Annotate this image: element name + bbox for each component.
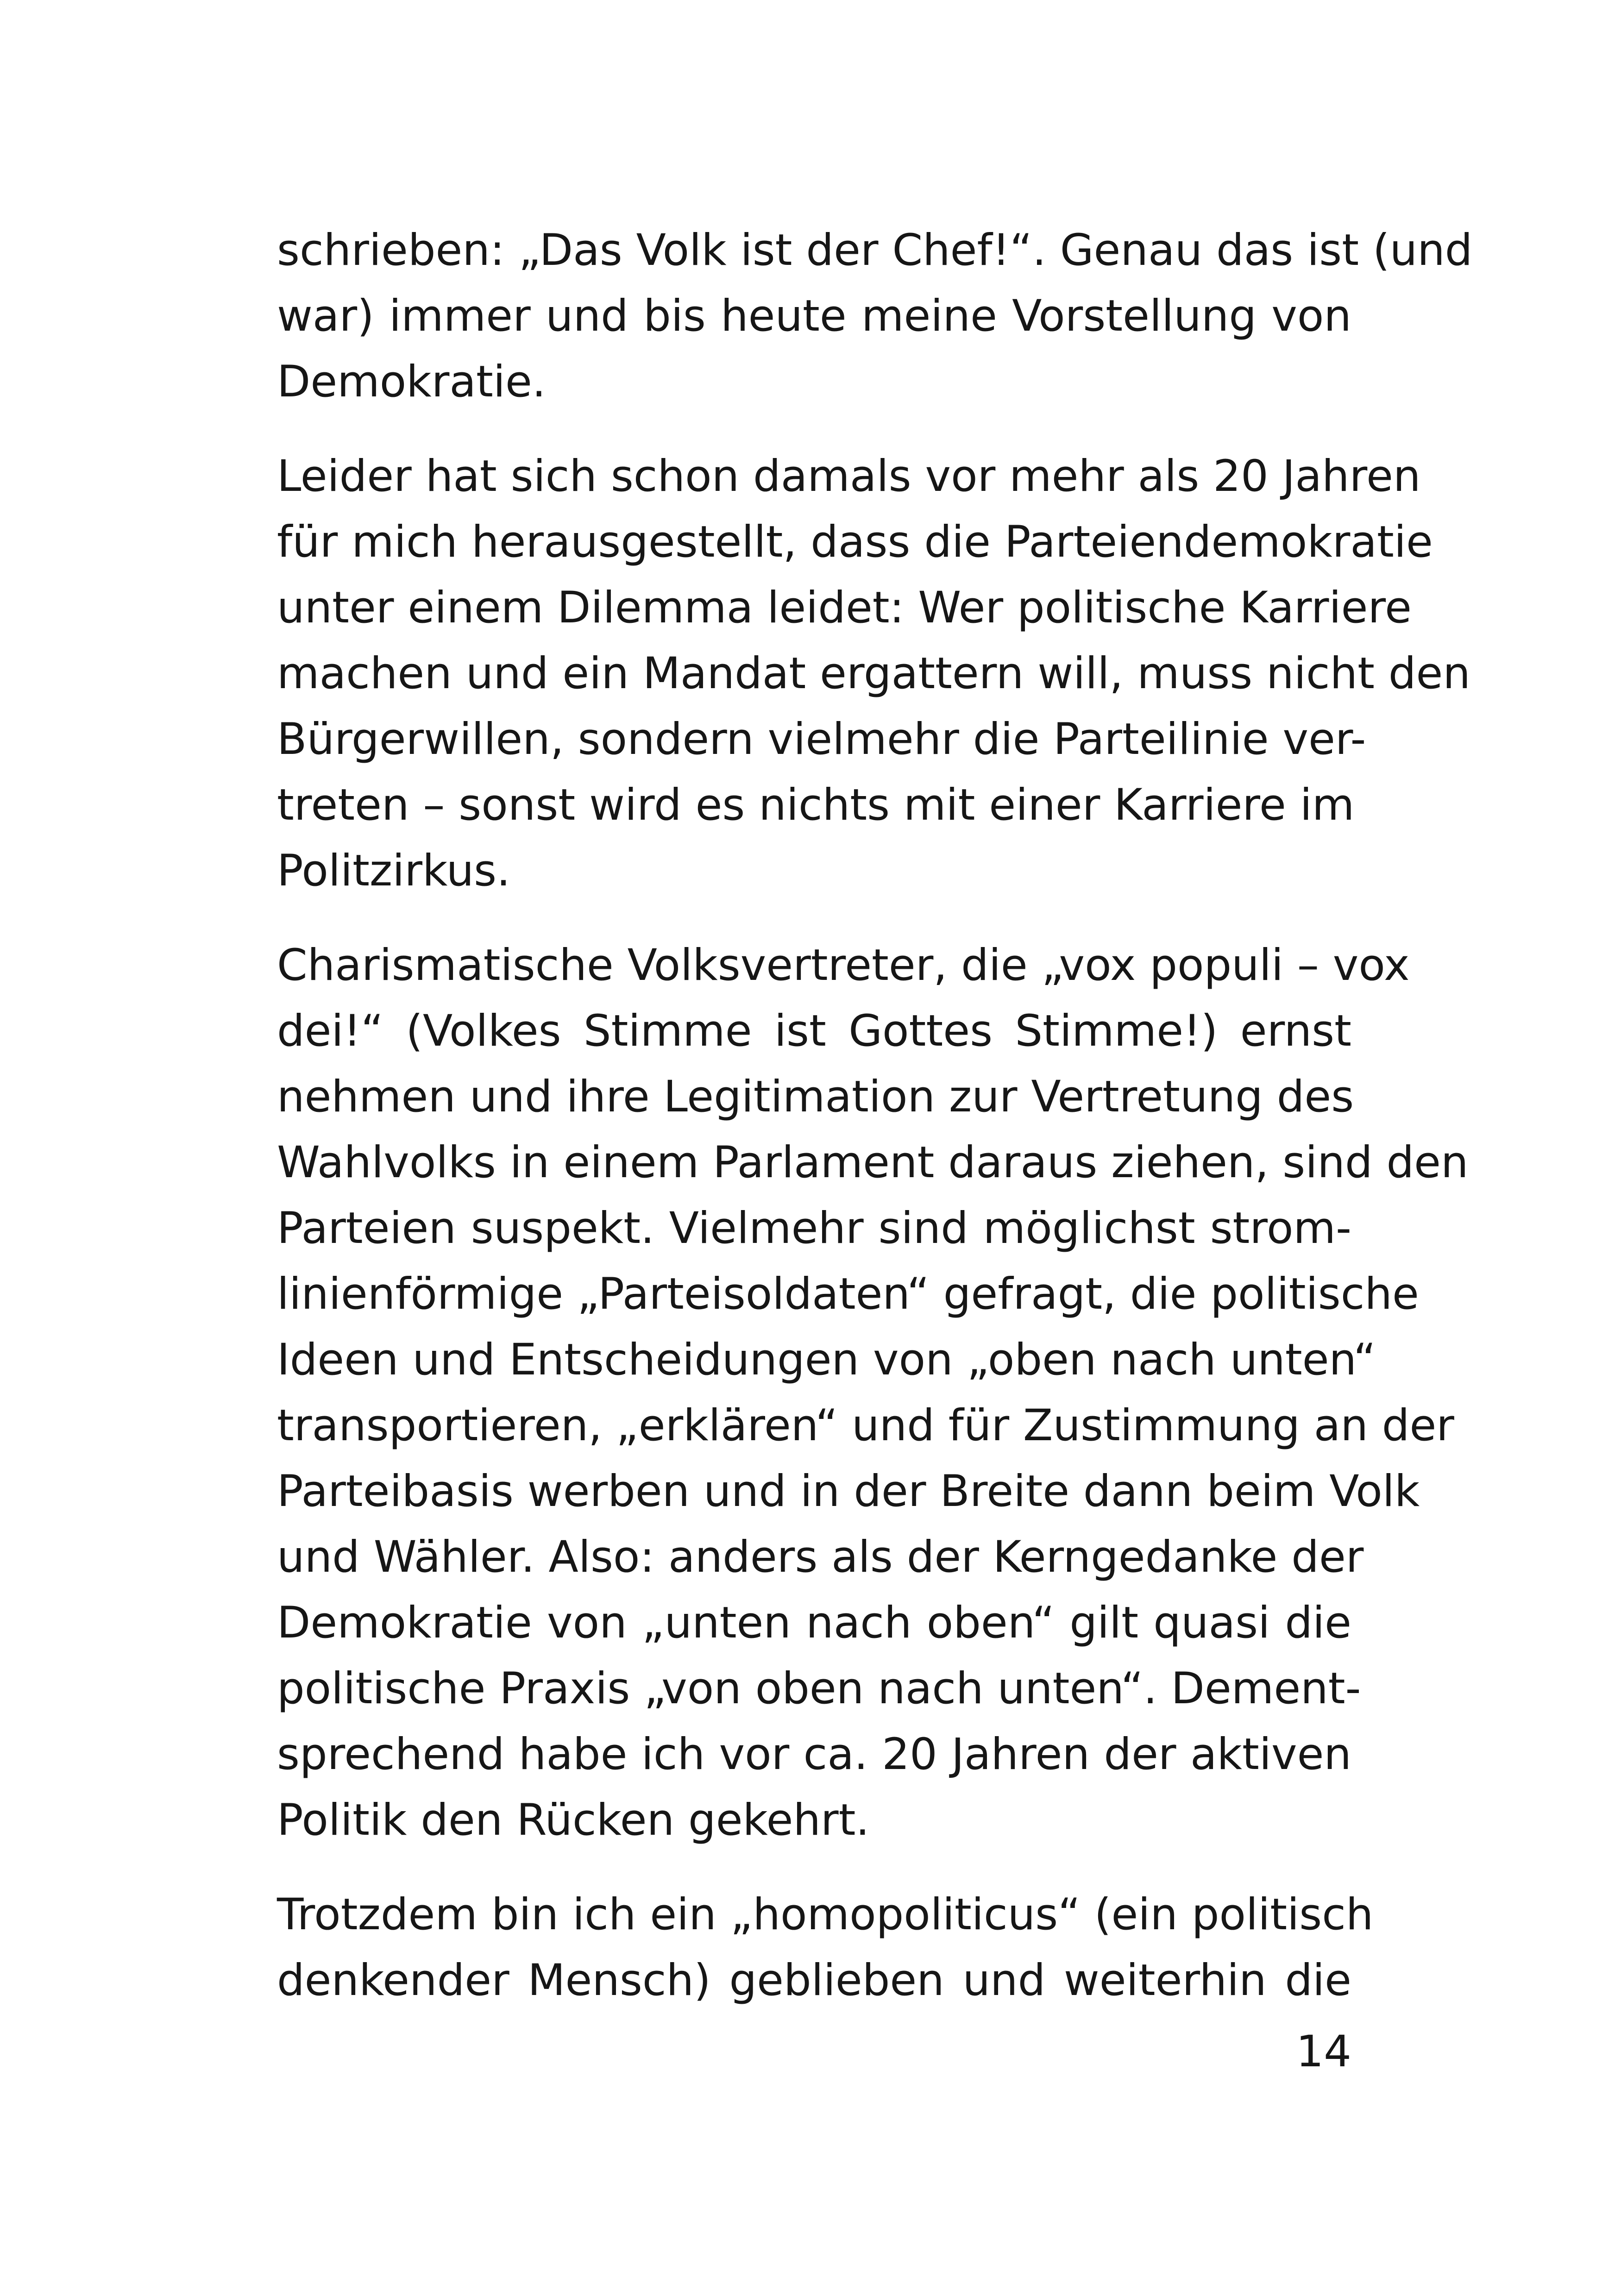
text-line: Parteibasis werben und in der Breite dann beim Volk bbox=[277, 1466, 1420, 1517]
text-line: Demokratie. bbox=[277, 357, 546, 407]
text-line: linienförmige „Parteisoldaten“ gefragt, die politische bbox=[277, 1269, 1419, 1319]
paragraph-3 bbox=[277, 933, 1469, 1853]
text-line: Wahlvolks in einem Parlament daraus ziehen, sind den bbox=[277, 1137, 1469, 1188]
page-number: 14 bbox=[1296, 2026, 1351, 2077]
text-line: schrieben: „Das Volk ist der Chef!“. Genau das ist (und bbox=[277, 225, 1473, 276]
text-line: Bürgerwillen, sondern vielmehr die Parteilinie ver- bbox=[277, 714, 1366, 765]
paragraph-2 bbox=[277, 444, 1470, 904]
text-line: Ideen und Entscheidungen von „oben nach unten“ bbox=[277, 1335, 1376, 1385]
text-line: Trotzdem bin ich ein „homopoliticus“ (ein politisch bbox=[277, 1889, 1374, 1940]
text-line: und Wähler. Also: anders als der Kerngedanke der bbox=[277, 1532, 1364, 1582]
text-line: denkender Mensch) geblieben und weiterhin die bbox=[277, 1955, 1351, 2006]
text-line: Parteien suspekt. Vielmehr sind möglichst strom- bbox=[277, 1203, 1351, 1254]
text-line: nehmen und ihre Legitimation zur Vertretung des bbox=[277, 1072, 1354, 1122]
text-line: unter einem Dilemma leidet: Wer politische Karriere bbox=[277, 583, 1412, 633]
text-line: transportieren, „erklären“ und für Zustimmung an der bbox=[277, 1400, 1454, 1451]
text-line: Politik den Rücken gekehrt. bbox=[277, 1795, 870, 1845]
text-line: für mich herausgestellt, dass die Parteiendemokratie bbox=[277, 517, 1433, 567]
paragraph-1 bbox=[277, 218, 1473, 415]
body-text bbox=[277, 218, 1473, 2042]
text-line: sprechend habe ich vor ca. 20 Jahren der aktiven bbox=[277, 1729, 1351, 1780]
text-line: dei!“ (Volkes Stimme ist Gottes Stimme!) ernst bbox=[277, 1006, 1351, 1056]
text-line: Charismatische Volksvertreter, die „vox populi – vox bbox=[277, 940, 1410, 991]
text-line: Politzirkus. bbox=[277, 846, 511, 896]
text-line: machen und ein Mandat ergattern will, muss nicht den bbox=[277, 648, 1470, 699]
text-line: war) immer und bis heute meine Vorstellung von bbox=[277, 291, 1351, 341]
text-line: Demokratie von „unten nach oben“ gilt quasi die bbox=[277, 1598, 1351, 1648]
text-line: treten – sonst wird es nichts mit einer Karriere im bbox=[277, 780, 1355, 830]
paragraph-4 bbox=[277, 1882, 1374, 2014]
text-line: politische Praxis „von oben nach unten“. Dement- bbox=[277, 1663, 1361, 1714]
text-line: Leider hat sich schon damals vor mehr als 20 Jahren bbox=[277, 451, 1421, 502]
